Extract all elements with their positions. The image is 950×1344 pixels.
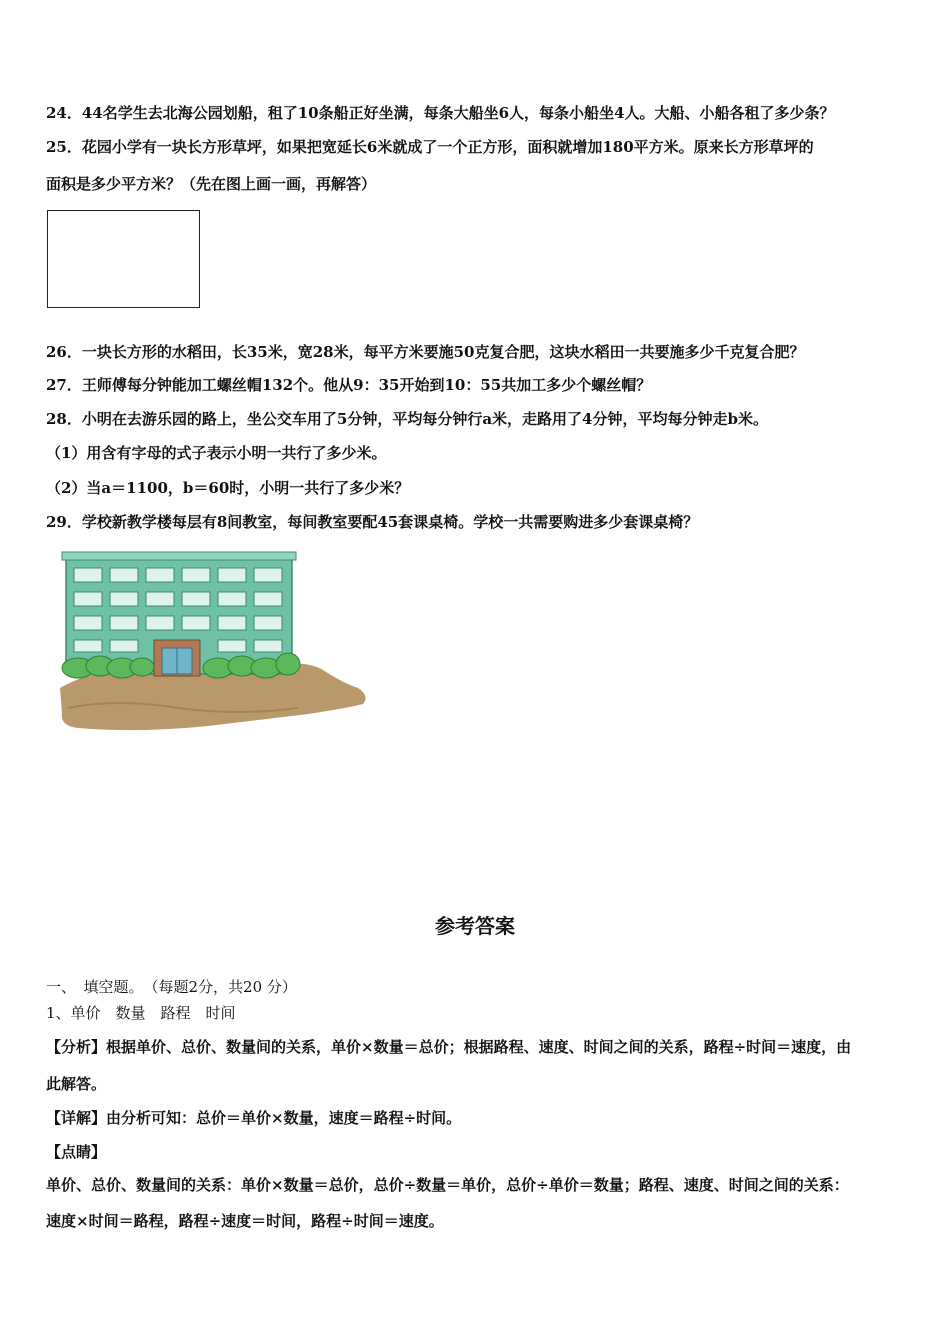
rectangle-figure	[47, 210, 200, 308]
question-26: 26．一块长方形的水稻田，长35米，宽28米，每平方米要施50克复合肥，这块水稻田一共要施多少千克复合肥？	[46, 343, 805, 361]
question-27: 27．王师傅每分钟能加工螺丝帽132个。他从9：35开始到10：55共加工多少个螺丝帽？	[46, 376, 652, 394]
question-24: 24．44名学生去北海公园划船，租了10条船正好坐满，每条大船坐6人，每条小船坐4人。大船、小船各租了多少条？	[46, 104, 835, 122]
comment-line-1: 单价、总价、数量间的关系：单价×数量＝总价，总价÷数量＝单价，总价÷单价＝数量；路程、速度、时间之间的关系：	[46, 1176, 849, 1194]
comment-label: 【点睛】	[46, 1143, 107, 1161]
comment-line-2: 速度×时间＝路程，路程÷速度＝时间，路程÷时间＝速度。	[46, 1212, 444, 1230]
question-29: 29．学校新教学楼每层有8间教室，每间教室要配45套课桌椅。学校一共需要购进多少套课桌椅？	[46, 513, 699, 531]
question-28-part-2: （2）当a＝1100，b＝60时，小明一共行了多少米？	[46, 479, 410, 497]
question-28: 28．小明在去游乐园的路上，坐公交车用了5分钟，平均每分钟行a米，走路用了4分钟，平均每分钟走b米。	[46, 410, 768, 428]
question-28-part-1: （1）用含有字母的式子表示小明一共行了多少米。	[46, 444, 387, 462]
school-building-image	[58, 548, 368, 733]
analysis-line-1: 【分析】根据单价、总价、数量间的关系，单价×数量＝总价；根据路程、速度、时间之间的关系，路程÷时间＝速度，由	[46, 1038, 852, 1056]
answer-title: 参考答案	[435, 914, 515, 938]
analysis-line-2: 此解答。	[46, 1075, 107, 1093]
answer-section-heading: 一、 填空题。 （每题2分，共20 分）	[46, 978, 297, 996]
detail-line: 【详解】由分析可知：总价＝单价×数量，速度＝路程÷时间。	[46, 1109, 462, 1127]
question-25-line-1: 25．花园小学有一块长方形草坪，如果把宽延长6米就成了一个正方形，面积就增加180平方米。原来长方形草坪的	[46, 138, 814, 156]
question-25-line-2: 面积是多少平方米？（先在图上画一画，再解答）	[46, 175, 377, 193]
answer-1: 1、单价 数量 路程 时间	[46, 1004, 236, 1022]
